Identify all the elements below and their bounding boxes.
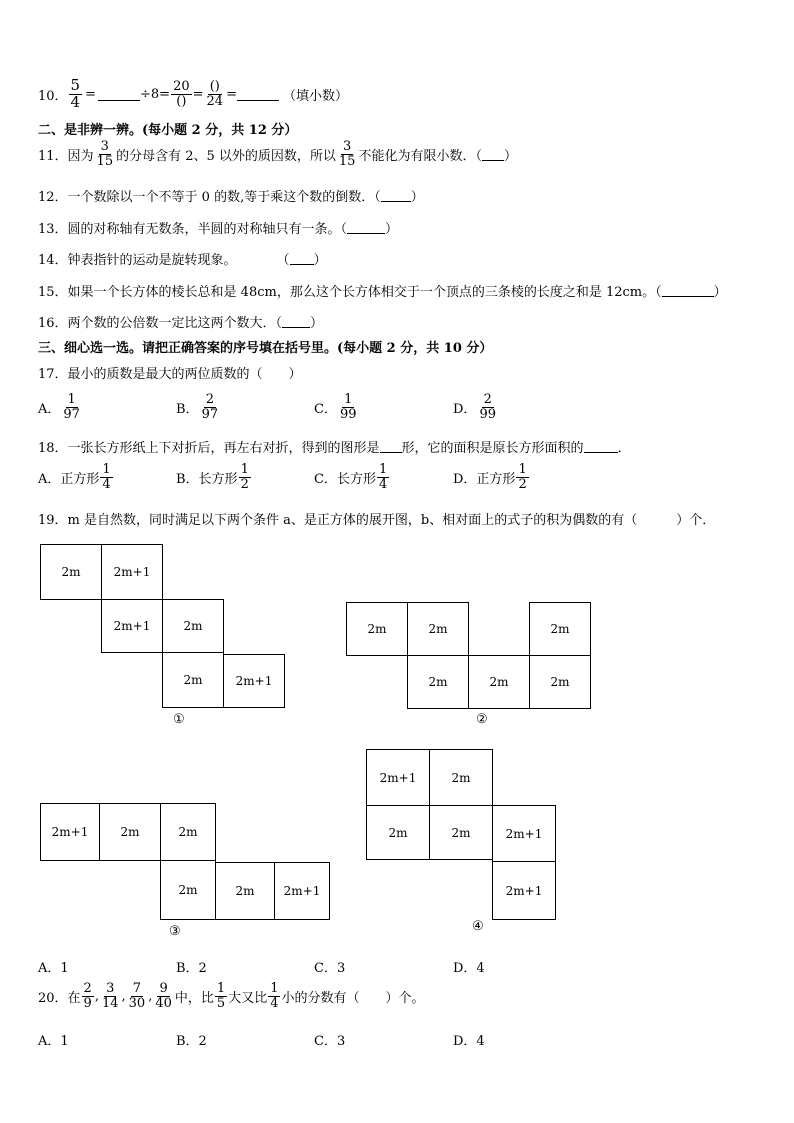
option-b[interactable]: B．2 [176,1034,207,1049]
net-face: 2m [160,803,216,861]
net-face: 2m [162,652,224,708]
answer-blank[interactable] [347,221,385,234]
answer-blank[interactable] [282,315,310,328]
option-b[interactable]: B．长方形 $\frac{1}{2}$ [176,462,249,492]
fraction: $\frac{2}{9}$ [83,981,92,1011]
question-20: 20．在 $\frac{2}{9}$ , $\frac{3}{14}$ , $\frac{7}{30}$ , $\frac{9}{40}$ 中，比 $\frac{1}{5}$ 大又比 $\frac{1}{4}$ 小的分数有（ ）个。 [38,981,425,1011]
net-face: 2m [162,599,224,653]
net-face: 2m [160,860,216,920]
fraction: $\frac{1}{4}$ [270,981,279,1011]
answer-blank[interactable] [662,284,714,297]
option-c[interactable]: C．长方形 $\frac{1}{4}$ [314,462,388,492]
fraction: $\frac{1}{4}$ [378,462,388,492]
net-face: 2m+1 [492,805,556,862]
figure-label-4: ④ [472,919,484,934]
answer-blank[interactable] [381,189,411,202]
section-title: 三、细心选一选。请把正确答案的序号填在括号里。(每小题 2 分，共 10 分） [38,341,493,356]
section-title: 二、是非辨一辨。(每小题 2 分，共 12 分） [38,123,298,138]
question-12: 12．一个数除以一个不等于 0 的数,等于乘这个数的倒数．（ ） [38,190,424,205]
net-face: 2m+1 [101,599,163,653]
net-face: 2m [429,749,493,806]
fraction: $\frac{2}{97}$ [201,392,219,422]
answer-blank[interactable] [98,88,140,101]
question-15: 15．如果一个长方体的棱长总和是 48cm，那么这个长方体相交于一个顶点的三条棱的长度之和是 12cm。（ ） [38,285,727,300]
net-face: 2m+1 [366,749,430,806]
fraction: $\frac{1}{2}$ [240,462,249,492]
fraction: $\frac{9}{40}$ [155,981,172,1011]
fraction: $\frac{1}{2}$ [518,462,527,492]
figure-label-1: ① [173,712,185,727]
fraction: $\frac{1}{99}$ [339,392,357,422]
fraction: $\frac{3}{14}$ [101,981,119,1011]
net-face: 2m+1 [492,861,556,920]
question-13: 13．圆的对称轴有无数条，半圆的对称轴只有一条。（ ） [38,222,399,237]
net-face: 2m [407,602,469,656]
fraction: $\frac{1}{4}$ [102,462,111,492]
question-10: 10． $\frac{5}{4}$ = ÷8= $\frac{20}{()}$ = $\frac{()}{24}$ = （填小数） [38,76,348,111]
fraction: $\frac{()}{24}$ [206,79,224,109]
net-face: 2m [99,803,161,861]
fraction: $\frac{3}{15}$ [338,139,356,169]
answer-blank[interactable] [482,148,504,161]
option-d[interactable]: D．正方形 $\frac{1}{2}$ [453,462,527,492]
net-face: 2m [366,805,430,860]
answer-blank[interactable] [584,440,618,453]
net-face: 2m [215,862,275,920]
option-a[interactable]: A． $\frac{1}{97}$ [38,392,80,422]
option-d[interactable]: D．4 [453,1034,485,1049]
net-face: 2m [40,544,102,600]
option-a[interactable]: A．正方形 $\frac{1}{4}$ [38,462,111,492]
answer-blank[interactable] [290,252,314,265]
fraction: $\frac{5}{4}$ [70,76,81,111]
answer-blank[interactable] [380,440,402,453]
option-c[interactable]: C．3 [314,1034,346,1049]
option-a[interactable]: A．1 [38,1034,69,1049]
option-b[interactable]: B．2 [176,961,207,976]
fraction: $\frac{7}{30}$ [128,981,146,1011]
net-face: 2m [407,655,469,709]
option-d[interactable]: D．4 [453,961,485,976]
question-19: 19．m 是自然数，同时满足以下两个条件 a、是正方体的展开图，b、相对面上的式子的积为偶数的有（ ）个． [38,513,716,528]
option-a[interactable]: A．1 [38,961,69,976]
fraction: $\frac{1}{5}$ [216,981,226,1011]
question-number: 10． [38,88,68,104]
figure-label-2: ② [476,712,488,727]
net-face: 2m [529,602,591,656]
fraction: $\frac{20}{()}$ [173,79,190,109]
option-c[interactable]: C． $\frac{1}{99}$ [314,392,357,422]
net-face: 2m+1 [223,654,285,708]
net-face: 2m+1 [40,803,100,861]
question-16: 16．两个数的公倍数一定比这两个数大．（ ） [38,316,324,331]
option-c[interactable]: C．3 [314,961,346,976]
net-face: 2m+1 [274,862,330,920]
fraction: $\frac{1}{97}$ [63,392,80,422]
net-face: 2m [468,655,530,709]
net-face: 2m [346,602,408,656]
option-d[interactable]: D． $\frac{2}{99}$ [453,392,496,422]
option-b[interactable]: B． $\frac{2}{97}$ [176,392,219,422]
answer-blank[interactable] [237,88,279,101]
question-11: 11．因为 $\frac{3}{15}$ 的分母含有 2、5 以外的质因数，所以 $\frac{3}{15}$ 不能化为有限小数．（ ） [38,139,517,169]
fraction: $\frac{3}{15}$ [96,139,114,169]
net-face: 2m [429,805,493,860]
net-face: 2m+1 [101,544,163,600]
net-face: 2m [529,655,591,709]
fraction: $\frac{2}{99}$ [479,392,496,422]
question-14: 14．钟表指针的运动是旋转现象。 （ ） [38,253,327,268]
figure-label-3: ③ [169,924,181,939]
question-17: 17．最小的质数是最大的两位质数的（ ） [38,367,302,382]
question-18: 18．一张长方形纸上下对折后，再左右对折，得到的图形是 形，它的面积是原长方形面积的 ． [38,441,631,456]
